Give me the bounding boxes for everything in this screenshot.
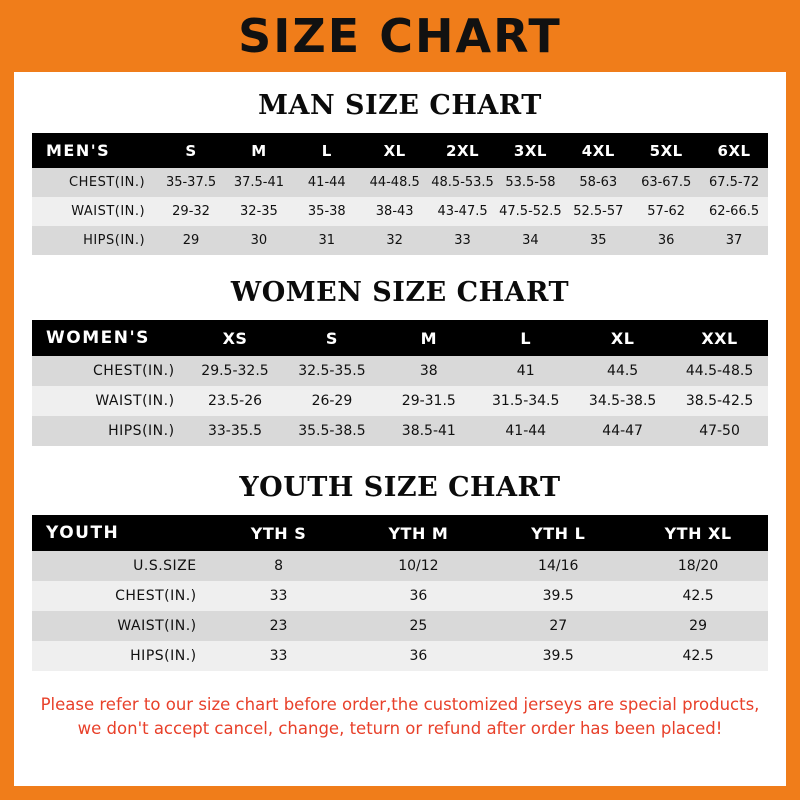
table-cell: 53.5-58: [505, 175, 556, 190]
row-label: U.S.SIZE: [133, 558, 197, 574]
youth-table-head: [32, 515, 768, 551]
table-cell: 27: [549, 618, 568, 634]
women-header-cell: WOMEN'S: [46, 328, 150, 348]
table-cell: 8: [274, 558, 283, 574]
row-label: WAIST(IN.): [95, 393, 175, 409]
women-header-cell: M: [420, 328, 438, 348]
youth-header-row: [32, 515, 768, 551]
table-cell: 33: [454, 233, 471, 248]
youth-header-cell: YTH S: [250, 523, 307, 543]
men-header-cell: L: [321, 141, 332, 160]
youth-section-title: YOUTH SIZE CHART: [239, 472, 561, 503]
women-header-cell: XL: [610, 328, 635, 348]
notice-text: [32, 693, 768, 741]
women-table-head: [32, 320, 768, 356]
table-cell: 42.5: [682, 648, 714, 664]
table-cell: 58-63: [579, 175, 618, 190]
table-cell: 38-43: [375, 204, 414, 219]
table-cell: 29.5-32.5: [201, 363, 269, 379]
table-cell: 32-35: [240, 204, 278, 219]
women-header-row: [32, 320, 768, 356]
row-label: CHEST(IN.): [115, 588, 197, 604]
table-cell: 41-44: [505, 423, 547, 439]
table-cell: 34.5-38.5: [588, 393, 657, 409]
table-cell: 39.5: [542, 648, 574, 664]
table-cell: 44.5: [607, 363, 639, 379]
men-section-title: MAN SIZE CHART: [258, 90, 542, 121]
notice-line-2: we don't accept cancel, change, teturn or refund after order has been placed!: [77, 718, 723, 738]
table-cell: 36: [409, 648, 428, 664]
table-row: [32, 168, 768, 197]
banner: [0, 0, 800, 72]
table-cell: 23: [269, 618, 288, 634]
youth-header-cell: YTH XL: [664, 523, 732, 543]
table-cell: 33: [269, 588, 288, 604]
table-row: [32, 226, 768, 255]
row-label: HIPS(IN.): [108, 423, 175, 439]
table-cell: 31: [318, 233, 336, 248]
table-cell: 34: [522, 233, 539, 248]
table-cell: 44.5-48.5: [685, 363, 754, 379]
youth-header-cell: YOUTH: [46, 523, 120, 543]
table-cell: 35-38: [307, 204, 346, 219]
table-row: [32, 416, 768, 446]
women-section-title: WOMEN SIZE CHART: [230, 277, 570, 308]
men-size-table: [32, 133, 768, 255]
table-cell: 52.5-57: [573, 204, 624, 219]
notice-line-1: Please refer to our size chart before order,the customized jerseys are special products,: [40, 695, 760, 714]
table-cell: 14/16: [538, 558, 579, 574]
women-header-cell: L: [520, 328, 532, 348]
table-row: [32, 356, 768, 386]
table-cell: 67.5-72: [708, 175, 760, 190]
table-cell: 37: [725, 233, 743, 248]
page-title: SIZE CHART: [238, 9, 562, 63]
table-cell: 57-62: [647, 204, 686, 219]
table-cell: 62-66.5: [708, 204, 760, 219]
table-cell: 48.5-53.5: [431, 175, 494, 190]
youth-table-body: [32, 551, 768, 671]
table-cell: 36: [409, 588, 428, 604]
men-table-head: [32, 133, 768, 168]
table-cell: 25: [409, 618, 428, 634]
youth-size-table: [32, 515, 768, 671]
table-cell: 32: [386, 233, 403, 248]
men-header-cell: 5XL: [649, 141, 683, 160]
table-cell: 41: [516, 363, 535, 379]
table-cell: 47.5-52.5: [499, 204, 562, 219]
table-cell: 29-32: [172, 204, 210, 219]
table-cell: 38: [419, 363, 438, 379]
table-cell: 36: [657, 233, 675, 248]
table-cell: 43-47.5: [437, 204, 488, 219]
table-row: [32, 386, 768, 416]
table-row: [32, 641, 768, 671]
table-cell: 47-50: [699, 423, 740, 439]
content: [14, 90, 786, 741]
bottom-bar: [0, 786, 800, 800]
table-cell: 31.5-34.5: [492, 393, 560, 409]
table-cell: 38.5-42.5: [685, 393, 754, 409]
table-cell: 18/20: [677, 558, 719, 574]
table-cell: 39.5: [542, 588, 574, 604]
men-header-cell: 6XL: [717, 141, 751, 160]
men-header-cell: 2XL: [446, 141, 480, 160]
men-header-cell: S: [185, 141, 197, 160]
men-header-cell: MEN'S: [46, 141, 111, 160]
table-cell: 42.5: [682, 588, 714, 604]
table-cell: 29-31.5: [401, 393, 456, 409]
row-label: WAIST(IN.): [117, 618, 197, 634]
men-header-cell: M: [251, 141, 267, 160]
table-row: [32, 611, 768, 641]
women-header-cell: XXL: [701, 328, 738, 348]
youth-header-cell: YTH M: [388, 523, 449, 543]
men-table-body: [32, 168, 768, 255]
table-cell: 38.5-41: [401, 423, 456, 439]
men-header-cell: 4XL: [581, 141, 615, 160]
table-row: [32, 197, 768, 226]
table-cell: 29: [182, 233, 200, 248]
table-cell: 44-47: [602, 423, 643, 439]
table-cell: 23.5-26: [207, 393, 263, 409]
row-label: HIPS(IN.): [130, 648, 197, 664]
youth-header-cell: YTH L: [531, 523, 586, 543]
row-label: HIPS(IN.): [83, 233, 146, 248]
women-table-body: [32, 356, 768, 446]
table-cell: 41-44: [307, 175, 346, 190]
table-cell: 44-48.5: [369, 175, 420, 190]
row-label: CHEST(IN.): [92, 363, 175, 379]
table-cell: 35: [590, 233, 607, 248]
row-label: WAIST(IN.): [71, 204, 146, 219]
women-header-cell: S: [325, 328, 338, 348]
table-cell: 29: [689, 618, 707, 634]
table-cell: 33: [269, 648, 288, 664]
table-cell: 10/12: [398, 558, 439, 574]
table-cell: 33-35.5: [207, 423, 263, 439]
table-cell: 26-29: [311, 393, 353, 409]
table-cell: 32.5-35.5: [298, 363, 366, 379]
table-cell: 30: [250, 233, 268, 248]
table-cell: 35-37.5: [165, 175, 217, 190]
men-header-cell: 3XL: [513, 141, 547, 160]
table-row: [32, 581, 768, 611]
women-header-cell: XS: [222, 328, 248, 348]
table-cell: 37.5-41: [233, 175, 285, 190]
table-row: [32, 551, 768, 581]
row-label: CHEST(IN.): [69, 175, 146, 190]
women-size-table: [32, 320, 768, 446]
men-header-cell: XL: [383, 141, 406, 160]
table-cell: 63-67.5: [641, 175, 692, 190]
men-header-row: [32, 133, 768, 168]
table-cell: 35.5-38.5: [298, 423, 366, 439]
